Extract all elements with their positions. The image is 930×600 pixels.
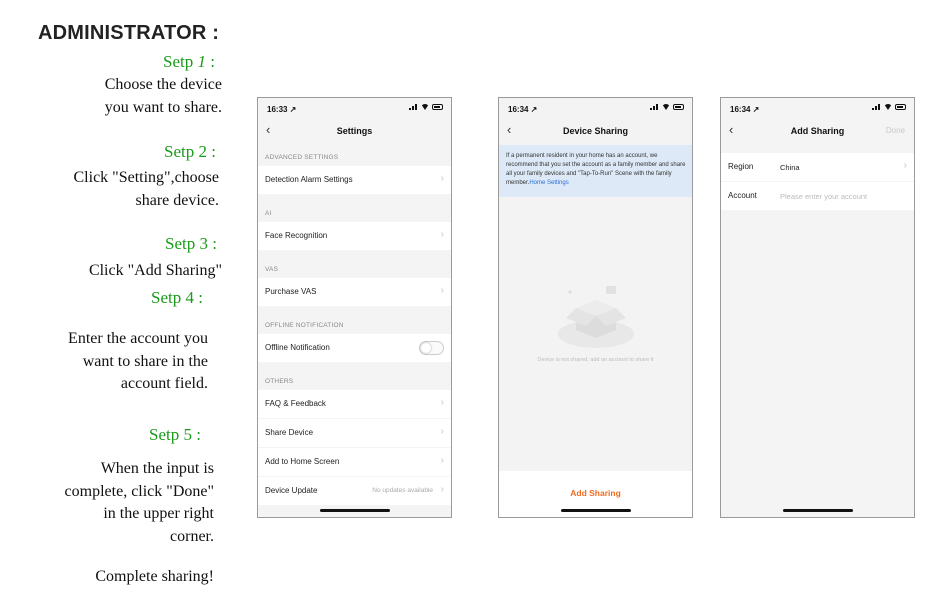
account-input[interactable]: Please enter your account bbox=[780, 192, 868, 201]
row-offline-notification bbox=[258, 334, 451, 362]
home-indicator bbox=[783, 509, 853, 512]
notice-text bbox=[499, 145, 692, 188]
battery-icon bbox=[895, 104, 906, 110]
chevron-left-icon[interactable]: ‹ bbox=[729, 122, 734, 137]
region-field[interactable] bbox=[721, 153, 914, 181]
region-value: China bbox=[780, 163, 800, 172]
step-5-label: Setp 5 : bbox=[149, 425, 201, 444]
step-3-label: Setp 3 : bbox=[165, 234, 217, 253]
section-advanced-settings: ADVANCED SETTINGS bbox=[265, 154, 339, 161]
wifi-icon bbox=[662, 104, 670, 110]
chevron-right-icon: › bbox=[440, 484, 444, 495]
account-field[interactable] bbox=[721, 182, 914, 210]
section-offline-notification: OFFLINE NOTIFICATION bbox=[265, 322, 344, 329]
chevron-left-icon[interactable]: ‹ bbox=[266, 122, 271, 137]
page-heading: ADMINISTRATOR : bbox=[38, 22, 220, 44]
chevron-right-icon: › bbox=[440, 285, 444, 296]
device-sharing-screen bbox=[498, 97, 693, 518]
step-2-line-2: share device. bbox=[135, 191, 219, 209]
row-label: Purchase VAS bbox=[265, 287, 317, 296]
status-bar bbox=[258, 98, 451, 120]
offline-notification-toggle[interactable] bbox=[419, 341, 444, 355]
device-update-status: No updates available bbox=[372, 487, 433, 494]
empty-box-illustration bbox=[554, 278, 639, 348]
chevron-right-icon: › bbox=[440, 455, 444, 466]
chevron-right-icon: › bbox=[440, 229, 444, 240]
row-face-recognition[interactable] bbox=[258, 222, 451, 250]
status-time: 16:33 ↗ bbox=[267, 105, 297, 114]
step-5-text bbox=[24, 458, 214, 548]
status-bar bbox=[499, 98, 692, 120]
empty-state-text: Device is not shared, add an account to share it bbox=[537, 357, 654, 363]
row-detection-alarm-settings[interactable] bbox=[258, 166, 451, 194]
complete-text: Complete sharing! bbox=[95, 568, 214, 585]
step-1-text bbox=[22, 74, 222, 119]
step-5-line-4: corner. bbox=[170, 527, 214, 545]
status-bar bbox=[721, 98, 914, 120]
status-icons bbox=[872, 104, 906, 110]
section-ai: AI bbox=[265, 210, 272, 217]
chevron-right-icon: › bbox=[440, 426, 444, 437]
step-4-line-1: Enter the account you bbox=[68, 330, 208, 347]
row-purchase-vas[interactable] bbox=[258, 278, 451, 306]
page-title: Device Sharing bbox=[562, 126, 629, 136]
chevron-left-icon[interactable]: ‹ bbox=[507, 122, 512, 137]
done-button[interactable]: Done bbox=[885, 126, 905, 135]
step-5-line-3: in the upper right bbox=[103, 505, 214, 522]
signal-icon bbox=[650, 104, 659, 110]
signal-icon bbox=[872, 104, 881, 110]
signal-icon bbox=[409, 104, 418, 110]
battery-icon bbox=[673, 104, 684, 110]
account-label: Account bbox=[728, 191, 757, 200]
status-time: 16:34 ↗ bbox=[508, 105, 538, 114]
step-2-label: Setp 2 : bbox=[164, 142, 216, 161]
settings-screen bbox=[257, 97, 452, 518]
chevron-right-icon: › bbox=[440, 397, 444, 408]
status-icons bbox=[409, 104, 443, 110]
row-label: Face Recognition bbox=[265, 231, 328, 240]
step-3-text bbox=[22, 260, 222, 283]
status-time: 16:34 ↗ bbox=[730, 105, 760, 114]
page-title: Add Sharing bbox=[790, 126, 845, 136]
step-2-text bbox=[19, 167, 219, 212]
add-sharing-screen bbox=[720, 97, 915, 518]
step-5-line-1: When the input is bbox=[100, 460, 214, 477]
nav-bar bbox=[258, 120, 451, 142]
row-share-device[interactable] bbox=[258, 419, 451, 447]
section-others: OTHERS bbox=[265, 378, 294, 385]
step-4-text bbox=[18, 328, 208, 396]
row-device-update[interactable] bbox=[258, 477, 451, 505]
home-indicator bbox=[561, 509, 631, 512]
battery-icon bbox=[432, 104, 443, 110]
region-label: Region bbox=[728, 162, 754, 171]
step-4-line-3: account field. bbox=[120, 375, 208, 392]
section-vas: VAS bbox=[265, 266, 279, 273]
row-label: Device Update bbox=[265, 486, 318, 495]
step-2-line-1: Click "Setting",choose bbox=[73, 169, 219, 186]
page-title: Settings bbox=[336, 126, 373, 136]
family-notice bbox=[499, 145, 692, 197]
row-label: Share Device bbox=[265, 428, 314, 437]
row-label: Detection Alarm Settings bbox=[265, 175, 353, 184]
row-label: Offline Notification bbox=[265, 343, 330, 352]
wifi-icon bbox=[421, 104, 429, 110]
row-faq-feedback[interactable] bbox=[258, 390, 451, 418]
row-label: FAQ & Feedback bbox=[265, 399, 326, 408]
wifi-icon bbox=[884, 104, 892, 110]
nav-bar bbox=[721, 120, 914, 142]
step-4-line-2: want to share in the bbox=[82, 352, 208, 370]
nav-bar bbox=[499, 120, 692, 142]
step-5-line-2: complete, click "Done" bbox=[64, 482, 214, 500]
notice-body: If a permanent resident in your home has an account, we recommend that you set the account as a family member and share all your family devices and "Tap-To-Run" Scene with the family member. bbox=[506, 153, 686, 186]
step-1-line-1: Choose the device bbox=[104, 76, 222, 93]
add-sharing-button[interactable]: Add Sharing bbox=[570, 488, 621, 498]
step-1-label: Setp 1 : bbox=[163, 52, 215, 71]
status-icons bbox=[650, 104, 684, 110]
row-add-to-home-screen[interactable] bbox=[258, 448, 451, 476]
step-3-line-1: Click "Add Sharing" bbox=[88, 262, 222, 279]
home-indicator bbox=[320, 509, 390, 512]
row-label: Add to Home Screen bbox=[265, 457, 340, 466]
step-4-label: Setp 4 : bbox=[151, 288, 203, 307]
chevron-right-icon: › bbox=[440, 173, 444, 184]
step-1-line-2: you want to share. bbox=[104, 98, 222, 116]
chevron-right-icon: › bbox=[903, 160, 907, 171]
home-settings-link[interactable]: Home Settings bbox=[529, 180, 569, 186]
